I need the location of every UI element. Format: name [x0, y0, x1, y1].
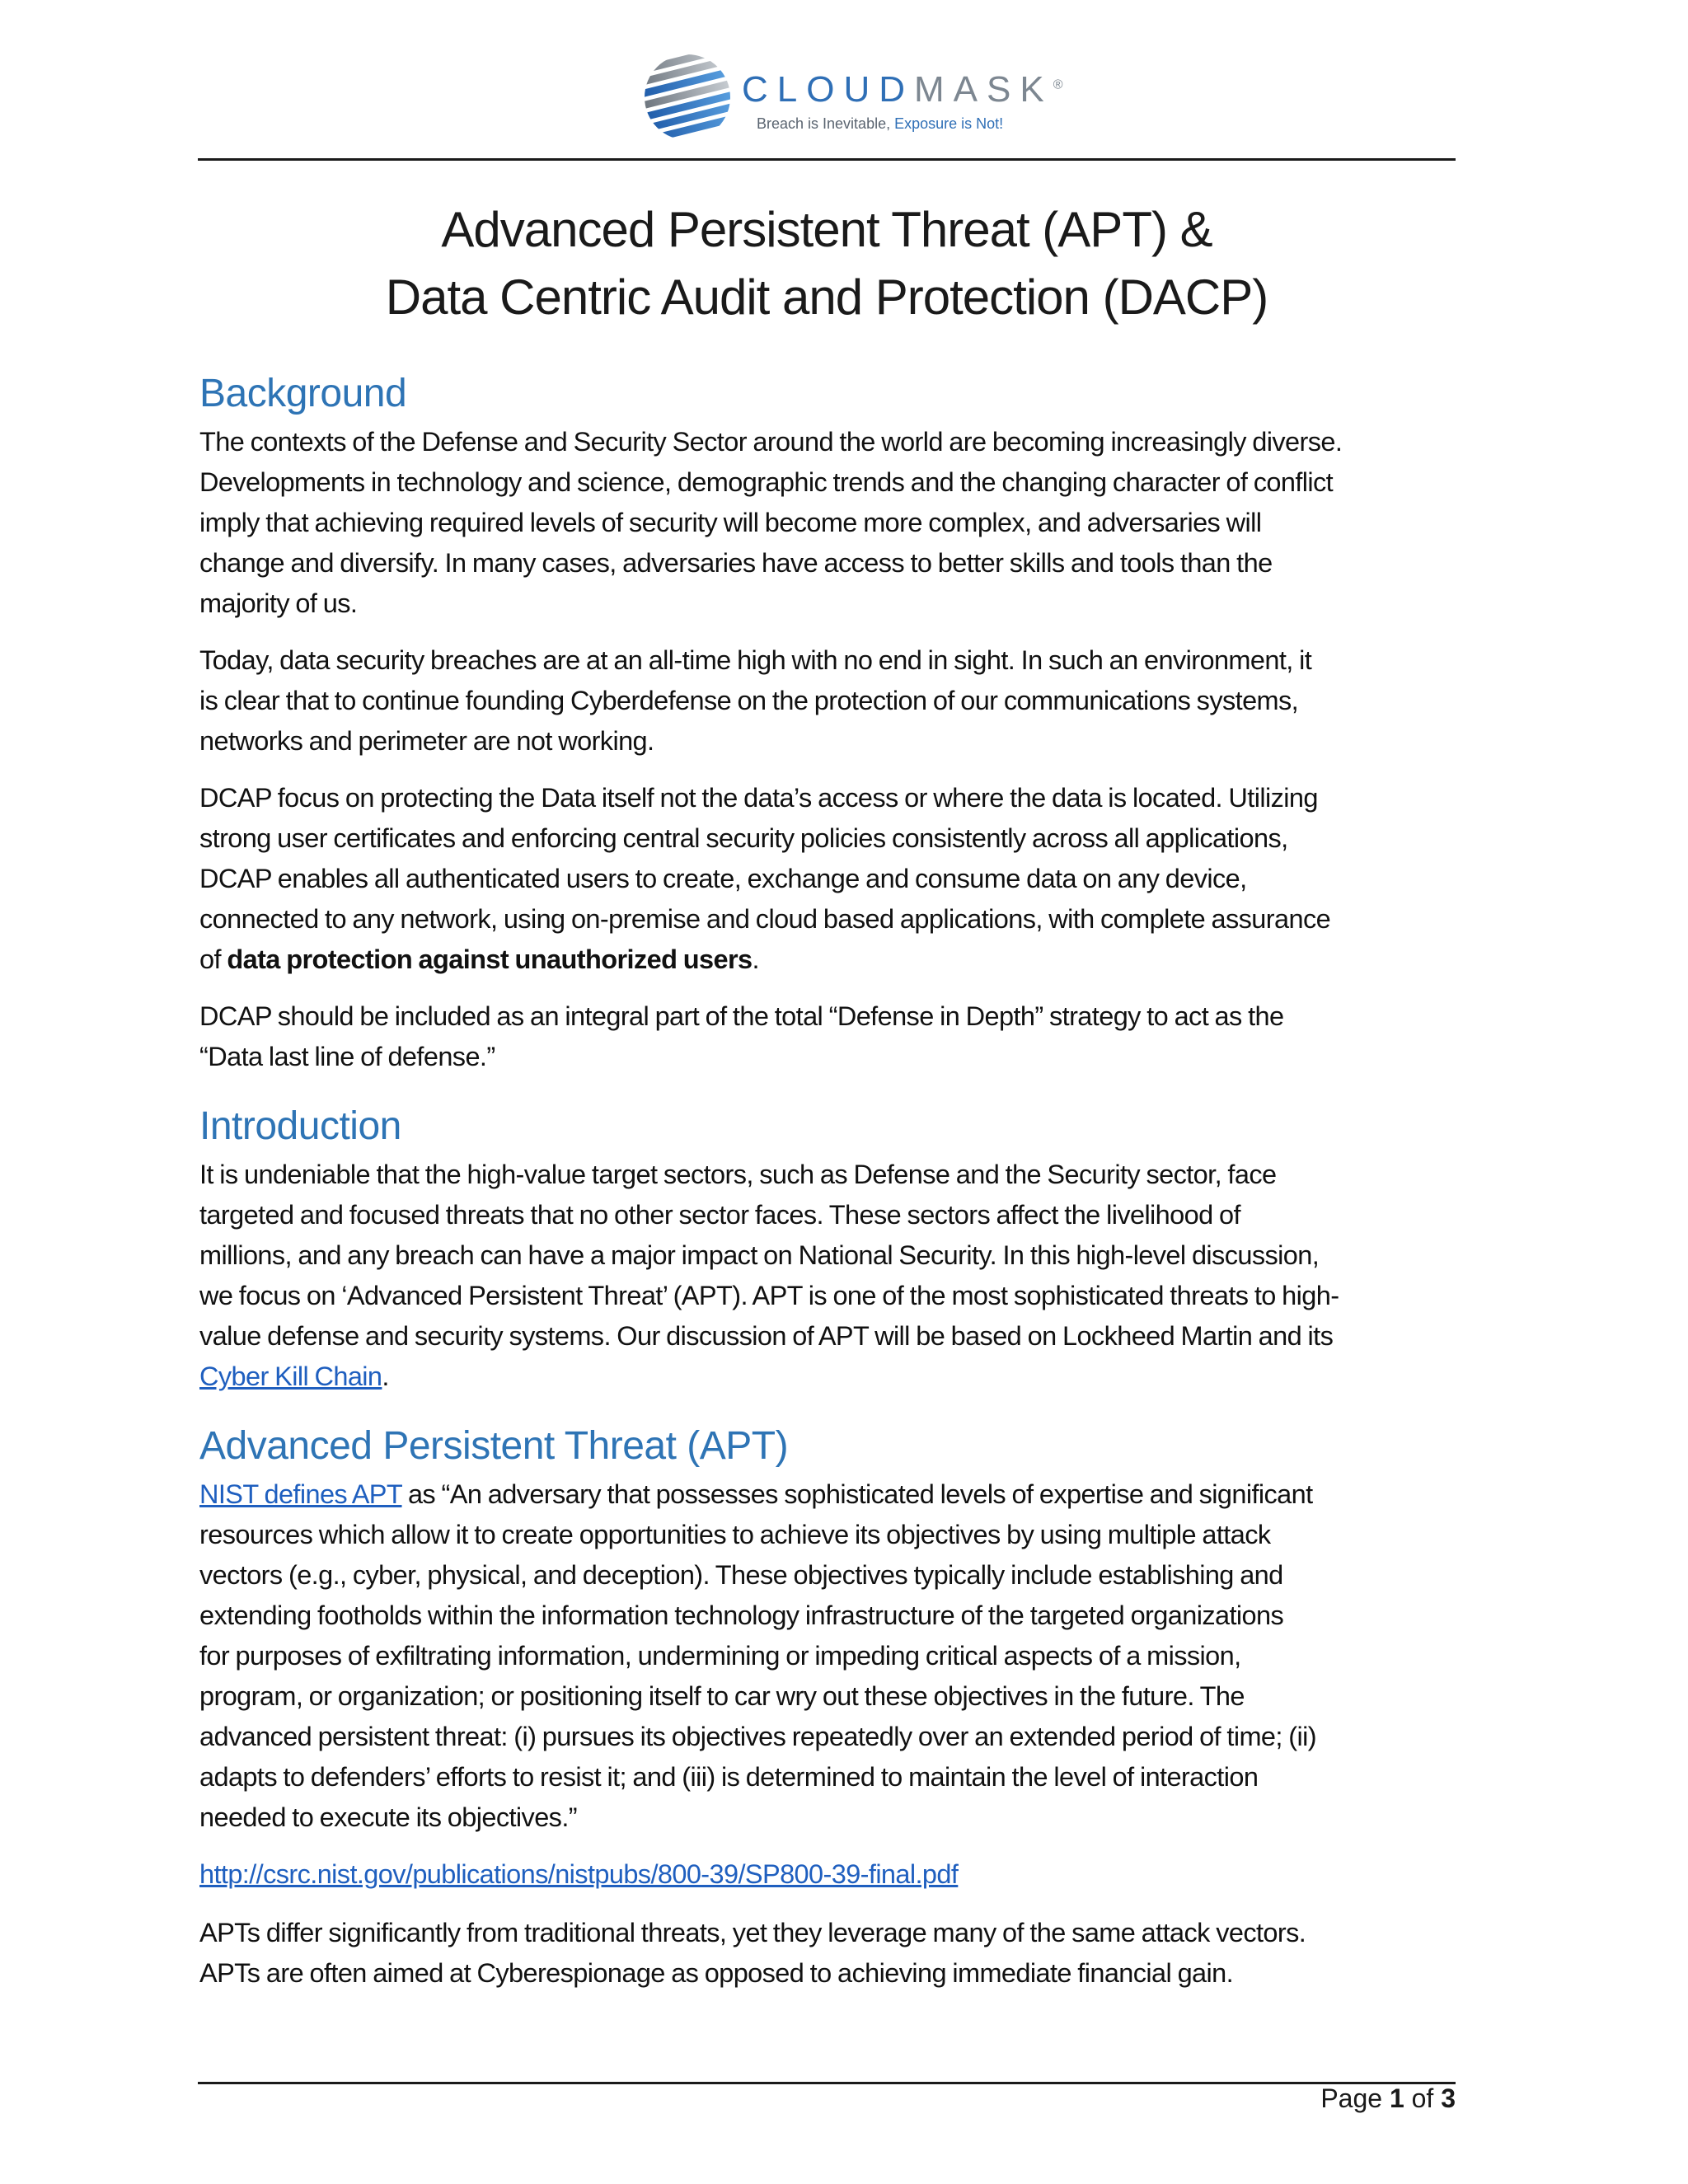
- background-paragraph-3: [199, 778, 1461, 980]
- text-line: The contexts of the Defense and Security Sector around the world are becoming increasingly diverse.: [199, 427, 1343, 457]
- section-heading-background: Background: [199, 372, 407, 415]
- logo-tagline-part1: Breach is Inevitable,: [757, 115, 895, 132]
- title-line-2: Data Centric Audit and Protection (DACP): [385, 269, 1268, 325]
- background-paragraph-2: [199, 640, 1461, 762]
- text-line: strong user certificates and enforcing central security policies consistently across all applications,: [199, 823, 1288, 853]
- text-line: “Data last line of defense.”: [199, 1042, 495, 1071]
- text-line: resources which allow it to create opportunities to achieve its objectives by using multiple attack: [199, 1520, 1271, 1549]
- document-title: [198, 196, 1456, 331]
- title-line-1: Advanced Persistent Threat (APT) &: [441, 202, 1212, 257]
- text-fragment: .: [382, 1361, 389, 1391]
- text-line: Developments in technology and science, demographic trends and the changing character of conflict: [199, 467, 1334, 497]
- text-fragment: .: [752, 944, 759, 974]
- text-line: program, or organization; or positioning itself to car wry out these objectives in the future. The: [199, 1681, 1245, 1711]
- text-line: value defense and security systems. Our discussion of APT will be based on Lockheed Martin and its: [199, 1321, 1334, 1351]
- text-line: networks and perimeter are not working.: [199, 726, 654, 756]
- cloudmask-logo: [641, 51, 1063, 146]
- text-line: [199, 1474, 1461, 1515]
- nist-defines-apt-link[interactable]: NIST defines APT: [199, 1479, 402, 1509]
- cloudmask-sphere-icon: [641, 51, 734, 143]
- text-line: It is undeniable that the high-value target sectors, such as Defense and the Security sector, face: [199, 1160, 1277, 1189]
- logo-word-cloud: CLOUD: [742, 69, 915, 110]
- text-line: [199, 940, 1461, 980]
- text-line: is clear that to continue founding Cyberdefense on the protection of our communications systems,: [199, 686, 1299, 715]
- apt-paragraph-1: [199, 1474, 1461, 1838]
- text-line: DCAP should be included as an integral part of the total “Defense in Depth” strategy to act as the: [199, 1001, 1284, 1031]
- text-line: for purposes of exfiltrating information, undermining or impeding critical aspects of a mission,: [199, 1641, 1241, 1671]
- page-label: Page: [1320, 2083, 1390, 2113]
- text-fragment: as “An adversary that possesses sophisticated levels of expertise and significant: [401, 1479, 1313, 1509]
- background-paragraph-4: [199, 996, 1461, 1077]
- text-line: DCAP enables all authenticated users to create, exchange and consume data on any device,: [199, 864, 1247, 893]
- text-line: adapts to defenders’ efforts to resist it; and (iii) is determined to maintain the level of interaction: [199, 1762, 1259, 1792]
- text-line: vectors (e.g., cyber, physical, and deception). These objectives typically include establishing and: [199, 1560, 1283, 1590]
- logo-wordmark: [742, 69, 1063, 110]
- text-line: targeted and focused threats that no other sector faces. These sectors affect the livelihood of: [199, 1200, 1240, 1230]
- nist-publication-url-link[interactable]: http://csrc.nist.gov/publications/nistpubs/800-39/SP800-39-final.pdf: [199, 1859, 959, 1889]
- header-divider: [198, 158, 1456, 161]
- bold-emphasis: data protection against unauthorized users: [227, 944, 753, 974]
- introduction-paragraph: [199, 1155, 1461, 1397]
- logo-tagline: [757, 115, 1003, 133]
- text-line: change and diversify. In many cases, adversaries have access to better skills and tools than the: [199, 548, 1273, 578]
- text-line: millions, and any breach can have a major impact on National Security. In this high-level discussion,: [199, 1240, 1320, 1270]
- logo-word-mask: MASK: [914, 69, 1053, 110]
- text-line: needed to execute its objectives.”: [199, 1802, 577, 1832]
- text-line: APTs differ significantly from traditional threats, yet they leverage many of the same attack vectors.: [199, 1918, 1306, 1947]
- nist-url-paragraph: [199, 1854, 1461, 1895]
- text-line: [199, 1357, 1461, 1397]
- apt-paragraph-2: [199, 1913, 1461, 1994]
- document-body: [199, 366, 1461, 2010]
- of-label: of: [1404, 2083, 1442, 2113]
- page-total: 3: [1441, 2083, 1456, 2113]
- page-current: 1: [1389, 2083, 1404, 2113]
- text-line: advanced persistent threat: (i) pursues its objectives repeatedly over an extended period of time; (ii): [199, 1722, 1316, 1751]
- background-paragraph-1: [199, 422, 1461, 624]
- cyber-kill-chain-link[interactable]: Cyber Kill Chain: [199, 1361, 382, 1391]
- text-line: APTs are often aimed at Cyberespionage as opposed to achieving immediate financial gain.: [199, 1958, 1234, 1988]
- text-line: DCAP focus on protecting the Data itself not the data’s access or where the data is located. Utilizing: [199, 783, 1318, 813]
- text-line: extending footholds within the information technology infrastructure of the targeted organizations: [199, 1601, 1284, 1630]
- text-line: connected to any network, using on-premise and cloud based applications, with complete assurance: [199, 904, 1331, 934]
- text-line: imply that achieving required levels of security will become more complex, and adversaries will: [199, 508, 1262, 537]
- text-line: Today, data security breaches are at an all-time high with no end in sight. In such an environment, it: [199, 645, 1312, 675]
- logo-tagline-part2: Exposure is Not!: [894, 115, 1004, 132]
- logo-registered-mark: ®: [1053, 77, 1063, 92]
- section-heading-apt: Advanced Persistent Threat (APT): [199, 1424, 789, 1468]
- section-heading-introduction: Introduction: [199, 1104, 401, 1148]
- page-number: [1320, 2083, 1456, 2114]
- text-line: majority of us.: [199, 588, 358, 618]
- footer-divider: [198, 2082, 1456, 2084]
- text-line: we focus on ‘Advanced Persistent Threat’ (APT). APT is one of the most sophisticated threats to high-: [199, 1281, 1339, 1310]
- text-fragment: of: [199, 944, 227, 974]
